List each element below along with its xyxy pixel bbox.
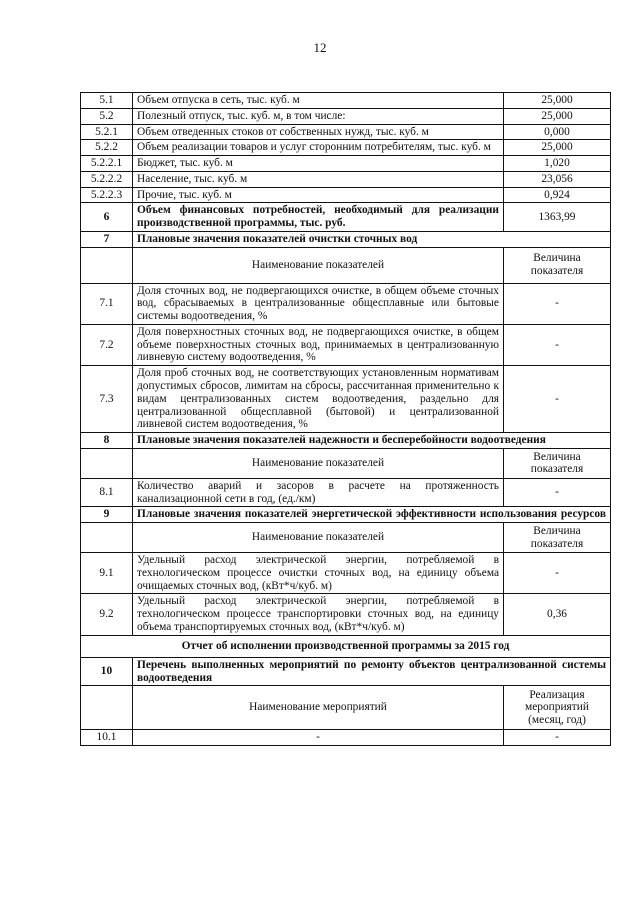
- table-row: [81, 140, 611, 156]
- row-label: Бюджет, тыс. куб. м: [133, 156, 504, 172]
- table-row: [81, 324, 611, 365]
- row-label: Объем реализации товаров и услуг сторонним потребителям, тыс. куб. м: [133, 140, 504, 156]
- row-number: 5.2.2.2: [81, 171, 133, 187]
- section-number: 9: [81, 507, 133, 523]
- row-number: 7.1: [81, 283, 133, 324]
- column-header-row: [81, 247, 611, 283]
- row-value: 0,000: [504, 124, 611, 140]
- row-label: Количество аварий и засоров в расчете на протяженность канализационной сети в год, (ед./км): [133, 478, 504, 507]
- row-number: 5.2.2: [81, 140, 133, 156]
- section-title: Плановые значения показателей энергетической эффективности использования ресурсов: [133, 507, 611, 523]
- row-number: 8.1: [81, 478, 133, 507]
- empty-cell: [81, 448, 133, 478]
- column-header-name: Наименование показателей: [133, 247, 504, 283]
- row-label: Доля сточных вод, не подвергающихся очистке, в общем объеме сточных вод, сбрасываемых в централизованные общесплавные или бытовые системы водоотведения, %: [133, 283, 504, 324]
- row-value: -: [504, 283, 611, 324]
- row-value: -: [504, 730, 611, 746]
- section-number: 7: [81, 231, 133, 247]
- row-value: -: [504, 553, 611, 594]
- column-header-row: [81, 448, 611, 478]
- row-value: 25,000: [504, 93, 611, 109]
- row-number: 7.2: [81, 324, 133, 365]
- section-title: Плановые значения показателей очистки сточных вод: [133, 231, 611, 247]
- row-value: -: [504, 478, 611, 507]
- row-number: 9.2: [81, 594, 133, 635]
- column-header-value: Величина показателя: [504, 448, 611, 478]
- section-header: [81, 507, 611, 523]
- section-title: Перечень выполненных мероприятий по ремонту объектов централизованной системы водоотведения: [133, 657, 611, 686]
- column-header-value: Величина показателя: [504, 523, 611, 553]
- row-label: Полезный отпуск, тыс. куб. м, в том числе:: [133, 108, 504, 124]
- row-label: -: [133, 730, 504, 746]
- program-table: [80, 92, 611, 746]
- table-row: [81, 171, 611, 187]
- table-row: [81, 93, 611, 109]
- row-label: Прочие, тыс. куб. м: [133, 187, 504, 203]
- row-number: 5.2.1: [81, 124, 133, 140]
- empty-cell: [81, 523, 133, 553]
- column-header-name: Наименование показателей: [133, 523, 504, 553]
- column-header-value: Реализация мероприятий (месяц, год): [504, 686, 611, 730]
- table-row: [81, 283, 611, 324]
- row-label: Население, тыс. куб. м: [133, 171, 504, 187]
- row-value: 25,000: [504, 140, 611, 156]
- table-row: [81, 553, 611, 594]
- row-label: Доля поверхностных сточных вод, не подвергающихся очистке, в общем объеме поверхностных сточных вод, принимаемых в централизованную ливневую систему водоотведения, %: [133, 324, 504, 365]
- table-row: [81, 730, 611, 746]
- section-title: Плановые значения показателей надежности и бесперебойности водоотведения: [133, 433, 611, 449]
- section-number: 8: [81, 433, 133, 449]
- row-label: Удельный расход электрической энергии, потребляемой в технологическом процессе транспортировки сточных вод, на единицу объема транспортируемых сточных вод, (кВт*ч/куб. м): [133, 594, 504, 635]
- row-label: Объем финансовых потребностей, необходимый для реализации производственной программы, тыс. руб.: [133, 203, 504, 232]
- row-number: 6: [81, 203, 133, 232]
- table-row: [81, 187, 611, 203]
- row-value: 0,36: [504, 594, 611, 635]
- report-title: Отчет об исполнении производственной программы за 2015 год: [81, 635, 611, 657]
- row-number: 5.2: [81, 108, 133, 124]
- row-value: 25,000: [504, 108, 611, 124]
- row-label: Объем отпуска в сеть, тыс. куб. м: [133, 93, 504, 109]
- row-label: Объем отведенных стоков от собственных нужд, тыс. куб. м: [133, 124, 504, 140]
- section-header: [81, 231, 611, 247]
- table-row: [81, 124, 611, 140]
- row-value: 1363,99: [504, 203, 611, 232]
- empty-cell: [81, 686, 133, 730]
- row-label: Удельный расход электрической энергии, потребляемой в технологическом процессе очистки сточных вод, на единицу объема очищаемых сточных вод, (кВт*ч/куб. м): [133, 553, 504, 594]
- report-title-row: [81, 635, 611, 657]
- row-number: 5.2.2.3: [81, 187, 133, 203]
- row-value: -: [504, 324, 611, 365]
- section-header: [81, 657, 611, 686]
- empty-cell: [81, 247, 133, 283]
- row-number: 7.3: [81, 366, 133, 433]
- table-row: [81, 478, 611, 507]
- row-number: 10.1: [81, 730, 133, 746]
- column-header-value: Величина показателя: [504, 247, 611, 283]
- row-label: Доля проб сточных вод, не соответствующих установленным нормативам допустимых сбросов, лимитам на сбросы, рассчитанная применительно к видам централизованных систем водоотведения, раздельно для централизованной общесплавной (бытовой) и централизованной ливневой систем водоотведения, %: [133, 366, 504, 433]
- row-value: 0,924: [504, 187, 611, 203]
- row-number: 5.2.2.1: [81, 156, 133, 172]
- page-number: 12: [313, 40, 327, 55]
- column-header-name: Наименование показателей: [133, 448, 504, 478]
- table-row: [81, 108, 611, 124]
- row-value: 1,020: [504, 156, 611, 172]
- row-number: 9.1: [81, 553, 133, 594]
- table-row: [81, 156, 611, 172]
- row-value: -: [504, 366, 611, 433]
- column-header-name: Наименование мероприятий: [133, 686, 504, 730]
- table-row: [81, 366, 611, 433]
- section-number: 10: [81, 657, 133, 686]
- column-header-row: [81, 686, 611, 730]
- table-row: [81, 594, 611, 635]
- table-row: [81, 203, 611, 232]
- section-header: [81, 433, 611, 449]
- column-header-row: [81, 523, 611, 553]
- row-number: 5.1: [81, 93, 133, 109]
- row-value: 23,056: [504, 171, 611, 187]
